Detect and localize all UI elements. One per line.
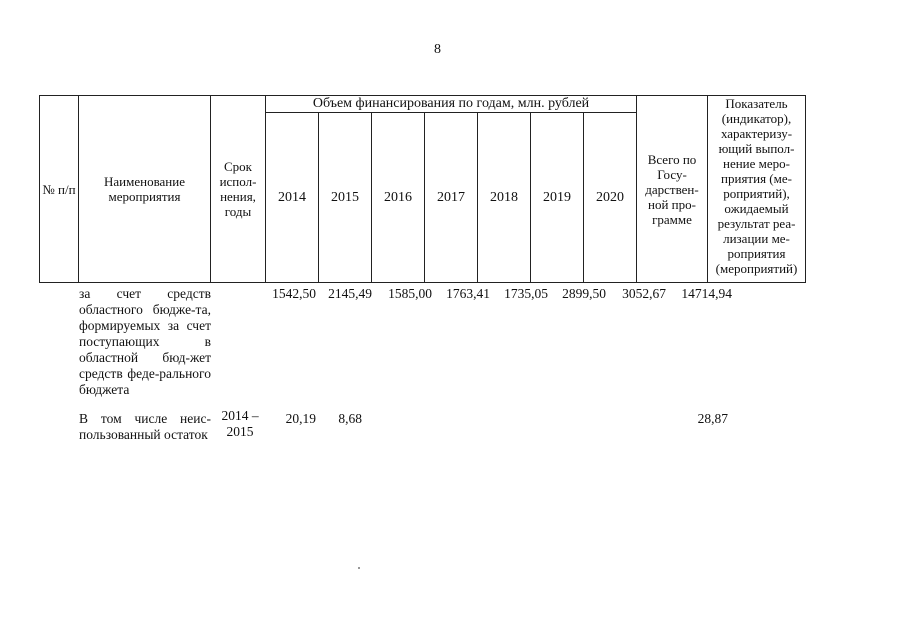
header-financing: Объем финансирования по годам, млн. рублей [266, 96, 637, 113]
row-1-total: 14714,94 [681, 286, 732, 301]
row-2-total: 28,87 [697, 411, 728, 426]
row-1-value-2016: 1585,00 [388, 286, 432, 301]
row-1-value-2018: 1735,05 [504, 286, 548, 301]
page-number: 8 [434, 42, 441, 57]
header-year-2014: 2014 [266, 113, 319, 283]
row-2-value-2015: 8,68 [338, 411, 362, 426]
scan-dot [358, 567, 360, 569]
financing-table-header [39, 95, 806, 283]
row-1-value-2020: 3052,67 [622, 286, 666, 301]
header-indicator: Показатель (индикатор), характеризу-ющий выпол-нение меро-приятия (ме-роприятий), ожидаемый результат реа-лизации ме-роприятия (мероприятий) [708, 96, 806, 283]
header-year-2018: 2018 [478, 113, 531, 283]
header-total: Всего по Госу-дарствен-ной про-грамме [637, 96, 708, 283]
row-1-value-2014: 1542,50 [272, 286, 316, 301]
row-2-term: 2014 – 2015 [221, 408, 259, 439]
row-1-value-2017: 1763,41 [446, 286, 490, 301]
row-2-activity-name: В том числе неис-пользованный остаток [79, 411, 211, 442]
header-year-2017: 2017 [425, 113, 478, 283]
row-1-activity-name: за счет средств областного бюдже-та, формируемых за счет поступающих в областной бюд-жет средств феде-рального бюджета [79, 286, 211, 397]
header-year-2015: 2015 [319, 113, 372, 283]
header-term: Срок испол-нения, годы [211, 96, 266, 283]
header-year-2020: 2020 [584, 113, 637, 283]
row-2-value-2014: 20,19 [285, 411, 316, 426]
header-number: № п/п [40, 96, 79, 283]
header-year-2019: 2019 [531, 113, 584, 283]
header-year-2016: 2016 [372, 113, 425, 283]
row-1-value-2019: 2899,50 [562, 286, 606, 301]
row-1-value-2015: 2145,49 [328, 286, 372, 301]
header-activity-name: Наименование мероприятия [79, 96, 211, 283]
